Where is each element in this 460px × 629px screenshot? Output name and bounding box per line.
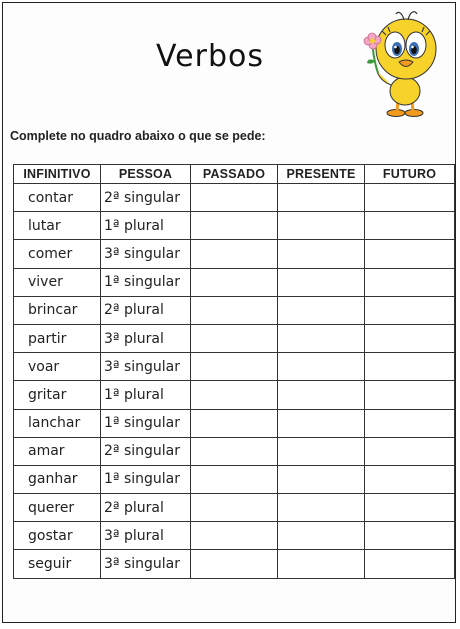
header-pessoa: PESSOA [101, 165, 191, 184]
table-row [14, 550, 455, 578]
cell-infinitivo: seguir [14, 550, 101, 578]
cell-passado-blank[interactable] [191, 212, 278, 240]
cell-presente-blank[interactable] [278, 465, 365, 493]
cell-infinitivo: partir [14, 324, 101, 352]
worksheet-page [2, 2, 456, 623]
cell-passado-blank[interactable] [191, 550, 278, 578]
table-row [14, 494, 455, 522]
cell-presente-blank[interactable] [278, 550, 365, 578]
verb-conjugation-table [13, 164, 455, 579]
header-futuro: FUTURO [365, 165, 455, 184]
cell-passado-blank[interactable] [191, 353, 278, 381]
cell-presente-blank[interactable] [278, 212, 365, 240]
cell-passado-blank[interactable] [191, 437, 278, 465]
cell-futuro-blank[interactable] [365, 240, 455, 268]
cell-futuro-blank[interactable] [365, 296, 455, 324]
table-row [14, 324, 455, 352]
cell-pessoa: 2ª plural [101, 296, 191, 324]
cell-presente-blank[interactable] [278, 240, 365, 268]
cell-passado-blank[interactable] [191, 268, 278, 296]
cell-presente-blank[interactable] [278, 268, 365, 296]
cell-infinitivo: gritar [14, 381, 101, 409]
cell-pessoa: 2ª singular [101, 184, 191, 212]
cell-passado-blank[interactable] [191, 522, 278, 550]
cell-pessoa: 1ª singular [101, 268, 191, 296]
cell-presente-blank[interactable] [278, 437, 365, 465]
cell-infinitivo: amar [14, 437, 101, 465]
table-row [14, 465, 455, 493]
table-row [14, 522, 455, 550]
header-passado: PASSADO [191, 165, 278, 184]
table-row [14, 296, 455, 324]
cell-infinitivo: brincar [14, 296, 101, 324]
cell-pessoa: 1ª plural [101, 212, 191, 240]
cell-futuro-blank[interactable] [365, 522, 455, 550]
cell-pessoa: 1ª singular [101, 465, 191, 493]
table-row [14, 437, 455, 465]
cell-infinitivo: contar [14, 184, 101, 212]
table-header-row [14, 165, 455, 184]
page-title: Verbos [155, 39, 264, 74]
cell-pessoa: 3ª plural [101, 522, 191, 550]
table-row [14, 353, 455, 381]
cell-infinitivo: comer [14, 240, 101, 268]
cell-pessoa: 2ª singular [101, 437, 191, 465]
cell-passado-blank[interactable] [191, 184, 278, 212]
cell-futuro-blank[interactable] [365, 353, 455, 381]
bird-with-flower-icon [358, 9, 450, 119]
cell-futuro-blank[interactable] [365, 268, 455, 296]
cell-pessoa: 3ª singular [101, 550, 191, 578]
cell-pessoa: 3ª singular [101, 240, 191, 268]
cell-presente-blank[interactable] [278, 409, 365, 437]
cell-passado-blank[interactable] [191, 465, 278, 493]
cell-passado-blank[interactable] [191, 381, 278, 409]
cell-infinitivo: gostar [14, 522, 101, 550]
cell-infinitivo: querer [14, 494, 101, 522]
table-row [14, 184, 455, 212]
cell-infinitivo: lutar [14, 212, 101, 240]
cell-futuro-blank[interactable] [365, 381, 455, 409]
cell-passado-blank[interactable] [191, 409, 278, 437]
cell-presente-blank[interactable] [278, 494, 365, 522]
cell-futuro-blank[interactable] [365, 324, 455, 352]
cell-presente-blank[interactable] [278, 381, 365, 409]
cell-passado-blank[interactable] [191, 296, 278, 324]
table-row [14, 212, 455, 240]
header-presente: PRESENTE [278, 165, 365, 184]
cell-presente-blank[interactable] [278, 324, 365, 352]
cell-infinitivo: ganhar [14, 465, 101, 493]
cell-passado-blank[interactable] [191, 240, 278, 268]
table-row [14, 268, 455, 296]
table-row [14, 409, 455, 437]
cell-futuro-blank[interactable] [365, 212, 455, 240]
cell-futuro-blank[interactable] [365, 465, 455, 493]
cell-infinitivo: viver [14, 268, 101, 296]
cell-futuro-blank[interactable] [365, 184, 455, 212]
cell-pessoa: 3ª plural [101, 324, 191, 352]
header-infinitivo: INFINITIVO [14, 165, 101, 184]
cell-infinitivo: voar [14, 353, 101, 381]
cell-presente-blank[interactable] [278, 353, 365, 381]
cell-pessoa: 1ª singular [101, 409, 191, 437]
cell-presente-blank[interactable] [278, 296, 365, 324]
cell-presente-blank[interactable] [278, 184, 365, 212]
cell-pessoa: 1ª plural [101, 381, 191, 409]
cell-presente-blank[interactable] [278, 522, 365, 550]
cell-futuro-blank[interactable] [365, 409, 455, 437]
cell-futuro-blank[interactable] [365, 494, 455, 522]
cell-infinitivo: lanchar [14, 409, 101, 437]
cell-pessoa: 3ª singular [101, 353, 191, 381]
instruction-text: Complete no quadro abaixo o que se pede: [10, 129, 266, 143]
table-row [14, 381, 455, 409]
cell-futuro-blank[interactable] [365, 550, 455, 578]
cell-passado-blank[interactable] [191, 324, 278, 352]
cell-pessoa: 2ª plural [101, 494, 191, 522]
cell-futuro-blank[interactable] [365, 437, 455, 465]
cell-passado-blank[interactable] [191, 494, 278, 522]
table-row [14, 240, 455, 268]
